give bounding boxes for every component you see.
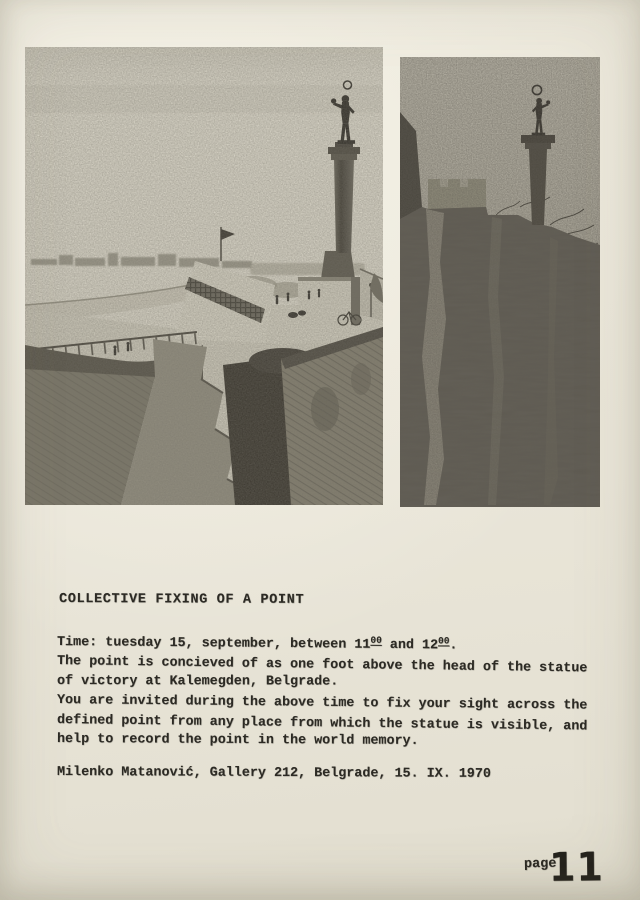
halftone-grain (25, 47, 383, 505)
superscript-hours-2: 00 (438, 635, 450, 647)
body-line: You are invited during the above time to fix your sight across the (56, 693, 588, 714)
page-number: 11 (548, 843, 605, 891)
page-label: page (523, 856, 557, 873)
time-text-3: . (449, 638, 458, 654)
body-line: The point is concieved of as one foot above the head of the statue (56, 654, 588, 677)
page-title: COLLECTIVE FIXING OF A POINT (58, 592, 305, 608)
photo-fortress-wall-statue (400, 57, 600, 507)
body-line: of victory at Kalemegden, Belgrade. (56, 673, 339, 690)
credit-line: Milenko Matanović, Gallery 212, Belgrade, 15. IX. 1970 (56, 765, 491, 783)
typed-text-block (57, 592, 623, 783)
body-line: defined point from any place from which the statue is visible, and (56, 712, 588, 735)
time-text-2: and 12 (381, 637, 439, 654)
body-line: help to record the point in the world memory. (56, 732, 419, 749)
halftone-grain (400, 57, 600, 507)
photo-kalemegdan-panorama (25, 47, 383, 505)
superscript-hours-1: 00 (370, 634, 382, 646)
time-text-1: Time: tuesday 15, september, between 11 (56, 635, 371, 653)
